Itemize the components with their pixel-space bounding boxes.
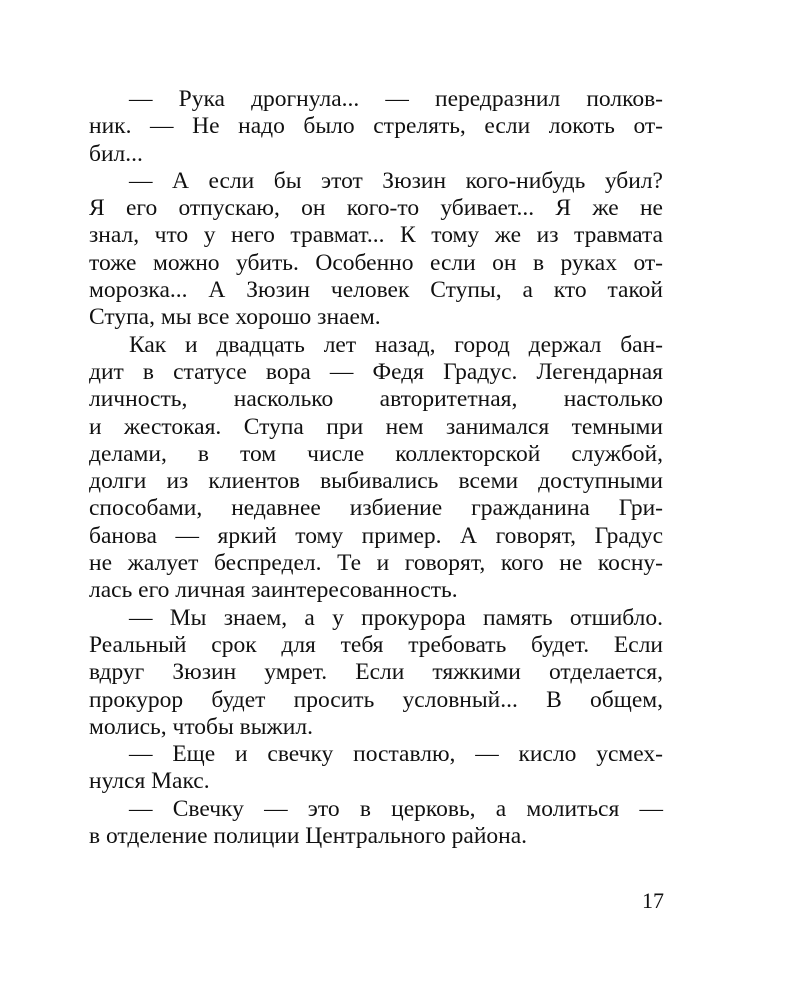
text-line: — Еще и свечку поставлю, — кисло усмех- — [129, 741, 663, 768]
text-line: ник. — Не надо было стрелять, если локоть от- — [89, 113, 663, 140]
text-line: лась его личная заинтересованность. — [89, 577, 458, 604]
text-line: тоже можно убить. Особенно если он в руках от- — [89, 249, 663, 276]
text-line: Как и двадцать лет назад, город держал бан- — [129, 331, 663, 358]
text-line: Я его отпускаю, он кого-то убивает... Я же не — [89, 195, 663, 222]
text-line: делами, в том числе коллекторской службой, — [89, 440, 663, 467]
text-line: бил... — [89, 140, 143, 167]
text-line: молись, чтобы выжил. — [89, 713, 313, 740]
text-line: долги из клиентов выбивались всеми доступными — [89, 468, 663, 495]
text-line: личность, насколько авторитетная, настолько — [89, 386, 663, 413]
text-line: — Рука дрогнула... — передразнил полков- — [129, 86, 663, 112]
text-line: прокурор будет просить условный... В общем, — [89, 686, 663, 713]
text-line: не жалует беспредел. Те и говорят, кого не косну- — [89, 550, 663, 577]
text-line: — Свечку — это в церковь, а молиться — — [129, 795, 663, 822]
text-line: и жестокая. Ступа при нем занимался темными — [89, 413, 663, 440]
text-line: — А если бы этот Зюзин кого-нибудь убил? — [129, 167, 663, 194]
text-line: способами, недавнее избиение гражданина Гри- — [89, 495, 663, 522]
text-line: в отделение полиции Центрального района. — [89, 823, 528, 850]
text-line: дит в статусе вора — Федя Градус. Легендарная — [89, 358, 663, 385]
text-line: вдруг Зюзин умрет. Если тяжкими отделается, — [89, 659, 663, 686]
text-line: — Мы знаем, а у прокурора память отшибло. — [129, 604, 663, 631]
text-line: нулся Макс. — [89, 768, 210, 795]
page-number: 17 — [642, 888, 664, 913]
body-text — [89, 86, 663, 850]
text-line: знал, что у него травмат... К тому же из травмата — [89, 222, 663, 249]
text-line: Реальный срок для тебя требовать будет. Если — [89, 631, 663, 658]
text-line: Ступа, мы все хорошо знаем. — [89, 304, 381, 331]
text-line: морозка... А Зюзин человек Ступы, а кто такой — [89, 277, 663, 304]
text-line: банова — яркий тому пример. А говорят, Градус — [89, 522, 663, 549]
